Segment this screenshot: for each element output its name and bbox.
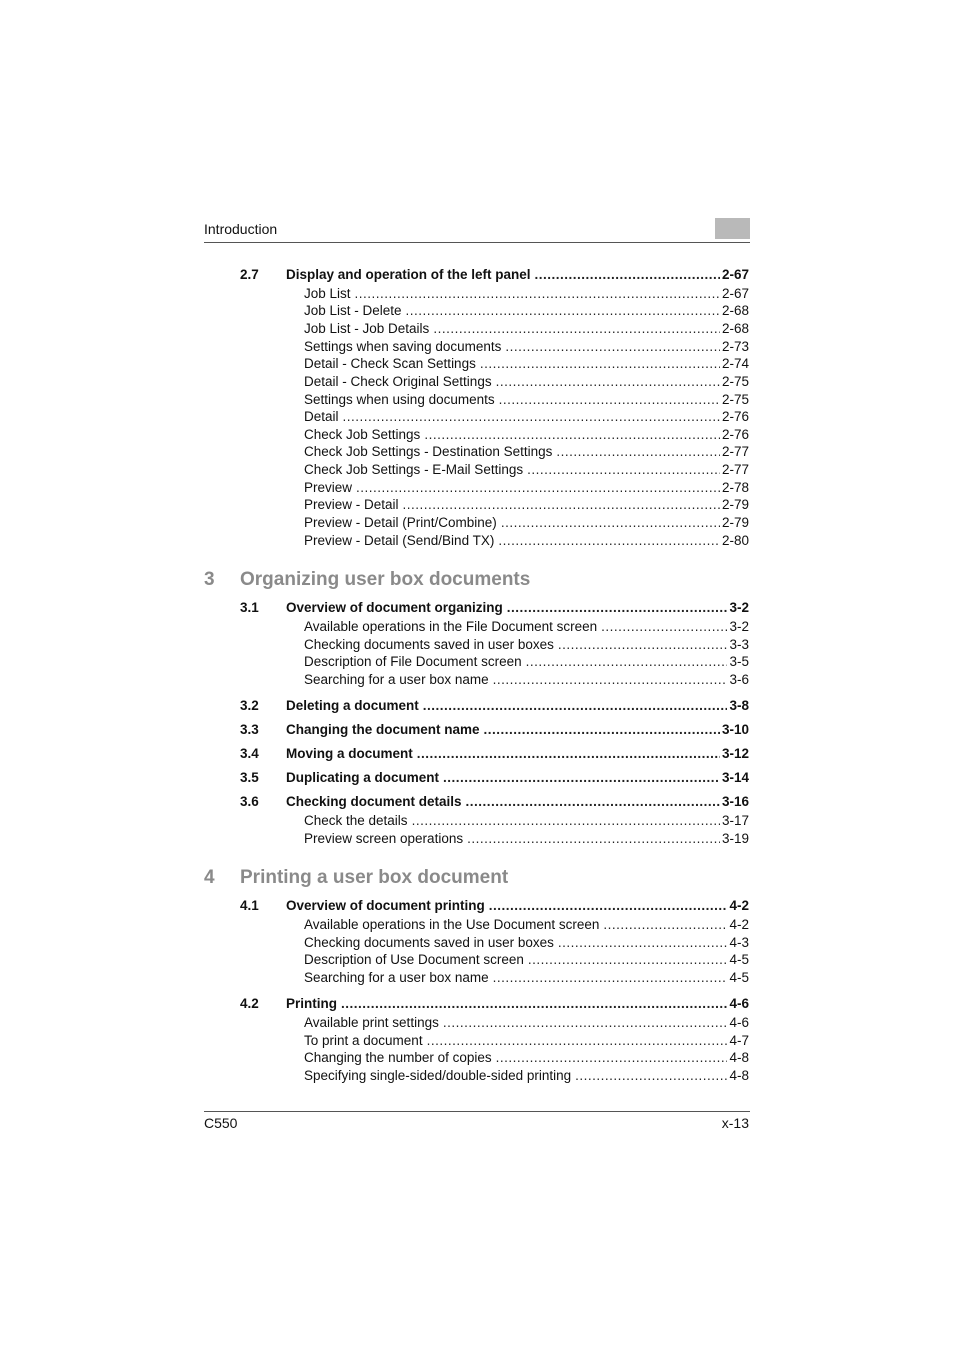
- toc-entry-page: 2-77: [721, 444, 749, 459]
- toc-entry-page: 3-2: [729, 600, 749, 615]
- toc-entry-title: Settings when saving documents: [304, 339, 502, 354]
- toc-entry-page: 4-2: [729, 898, 749, 913]
- toc-entry-title: Moving a document: [286, 746, 413, 761]
- toc-entry-title: Overview of document printing: [286, 898, 485, 913]
- section-number: 3.5: [240, 770, 259, 785]
- toc-entry-title: Description of Use Document screen: [304, 952, 524, 967]
- section-number: 2.7: [240, 267, 259, 282]
- toc-entry-page: 2-75: [721, 374, 749, 389]
- toc-entry-page: 2-75: [721, 392, 749, 407]
- toc-entry-page: 3-19: [721, 831, 749, 846]
- section-number: 3.3: [240, 722, 259, 737]
- dot-leader: [527, 461, 720, 478]
- dot-leader: [603, 916, 727, 933]
- toc-entry[interactable]: [304, 426, 749, 443]
- toc-entry-page: 2-74: [721, 356, 749, 371]
- toc-entry-page: 3-8: [729, 698, 749, 713]
- toc-entry[interactable]: [304, 338, 749, 355]
- toc-entry[interactable]: [304, 514, 749, 531]
- toc-section-entry[interactable]: [286, 745, 749, 762]
- toc-entry[interactable]: [304, 1032, 749, 1049]
- toc-entry-page: 2-76: [721, 427, 749, 442]
- toc-entry-title: Checking document details: [286, 794, 462, 809]
- toc-entry[interactable]: [304, 1014, 749, 1031]
- dot-leader: [343, 408, 720, 425]
- dot-leader: [493, 671, 728, 688]
- section-number: 4.2: [240, 996, 259, 1011]
- toc-entry[interactable]: [304, 532, 749, 549]
- toc-entry[interactable]: [304, 830, 749, 847]
- section-number: 4.1: [240, 898, 259, 913]
- dot-leader: [556, 443, 720, 460]
- toc-entry-page: 4-5: [729, 970, 749, 985]
- toc-entry-page: 2-68: [721, 303, 749, 318]
- dot-leader: [493, 969, 728, 986]
- toc-entry[interactable]: [304, 408, 749, 425]
- toc-entry[interactable]: [304, 461, 749, 478]
- toc-entry[interactable]: [304, 969, 749, 986]
- toc-entry[interactable]: [304, 812, 749, 829]
- toc-entry-page: 4-2: [729, 917, 749, 932]
- toc-entry-page: 3-10: [721, 722, 749, 737]
- running-header-title: Introduction: [204, 221, 278, 237]
- toc-entry[interactable]: [304, 443, 749, 460]
- toc-entry-page: 2-67: [721, 267, 749, 282]
- dot-leader: [498, 532, 720, 549]
- toc-entry-page: 2-76: [721, 409, 749, 424]
- toc-entry-title: Check Job Settings - Destination Settings: [304, 444, 553, 459]
- toc-entry-page: 4-8: [729, 1068, 749, 1083]
- dot-leader: [496, 373, 720, 390]
- dot-leader: [417, 745, 720, 762]
- toc-entry-title: Detail: [304, 409, 339, 424]
- toc-entry[interactable]: [304, 373, 749, 390]
- toc-entry-page: 4-6: [729, 996, 749, 1011]
- section-number: 3.4: [240, 746, 259, 761]
- toc-entry-page: 3-12: [721, 746, 749, 761]
- dot-leader: [507, 599, 728, 616]
- toc-entry-page: 2-79: [721, 497, 749, 512]
- chapter-number: 4: [204, 867, 215, 888]
- toc-entry-page: 3-16: [721, 794, 749, 809]
- toc-entry[interactable]: [304, 302, 749, 319]
- toc-entry[interactable]: [304, 496, 749, 513]
- dot-leader: [443, 1014, 728, 1031]
- dot-leader: [575, 1067, 727, 1084]
- chapter-title[interactable]: Printing a user box document: [240, 867, 509, 888]
- toc-entry[interactable]: [304, 285, 749, 302]
- toc-entry-page: 4-8: [729, 1050, 749, 1065]
- toc-entry[interactable]: [304, 916, 749, 933]
- toc-entry-title: To print a document: [304, 1033, 423, 1048]
- toc-entry-page: 2-80: [721, 533, 749, 548]
- dot-leader: [505, 338, 720, 355]
- dot-leader: [466, 793, 720, 810]
- dot-leader: [496, 1049, 728, 1066]
- chapter-number: 3: [204, 569, 215, 590]
- toc-entry-title: Preview screen operations: [304, 831, 464, 846]
- toc-entry-title: Available operations in the Use Document screen: [304, 917, 600, 932]
- toc-entry-page: 3-5: [729, 654, 749, 669]
- chapter-title[interactable]: Organizing user box documents: [240, 569, 531, 590]
- dot-leader: [484, 721, 720, 738]
- toc-entry[interactable]: [304, 320, 749, 337]
- toc-entry[interactable]: [304, 618, 749, 635]
- dot-leader: [427, 1032, 728, 1049]
- toc-entry[interactable]: [304, 671, 749, 688]
- dot-leader: [601, 618, 727, 635]
- dot-leader: [535, 266, 720, 283]
- toc-section-entry[interactable]: [286, 995, 749, 1012]
- dot-leader: [423, 697, 728, 714]
- dot-leader: [489, 897, 728, 914]
- dot-leader: [480, 355, 720, 372]
- footer-model: C550: [204, 1115, 238, 1131]
- toc-entry-page: 3-6: [729, 672, 749, 687]
- dot-leader: [424, 426, 720, 443]
- toc-entry-page: 2-78: [721, 480, 749, 495]
- toc-entry-page: 3-17: [721, 813, 749, 828]
- dot-leader: [528, 951, 728, 968]
- toc-entry-title: Changing the number of copies: [304, 1050, 492, 1065]
- toc-entry-title: Job List - Job Details: [304, 321, 430, 336]
- toc-entry-title: Job List: [304, 286, 351, 301]
- toc-section-entry[interactable]: [286, 697, 749, 714]
- toc-section-entry[interactable]: [286, 599, 749, 616]
- dot-leader: [356, 479, 720, 496]
- toc-entry-page: 3-2: [729, 619, 749, 634]
- dot-leader: [526, 653, 728, 670]
- toc-entry-title: Settings when using documents: [304, 392, 495, 407]
- toc-entry-title: Detail - Check Original Settings: [304, 374, 492, 389]
- dot-leader: [443, 769, 720, 786]
- toc-entry[interactable]: [304, 934, 749, 951]
- toc-entry-page: 4-5: [729, 952, 749, 967]
- toc-entry-title: Job List - Delete: [304, 303, 402, 318]
- toc-entry-title: Specifying single-sided/double-sided printing: [304, 1068, 572, 1083]
- toc-entry-title: Deleting a document: [286, 698, 419, 713]
- toc-entry-page: 2-68: [721, 321, 749, 336]
- toc-entry-title: Check Job Settings - E-Mail Settings: [304, 462, 524, 477]
- toc-entry-title: Display and operation of the left panel: [286, 267, 531, 282]
- toc-entry-page: 4-6: [729, 1015, 749, 1030]
- section-number: 3.6: [240, 794, 259, 809]
- toc-entry-page: 2-67: [721, 286, 749, 301]
- toc-entry[interactable]: [304, 479, 749, 496]
- toc-entry-page: 3-3: [729, 637, 749, 652]
- toc-entry[interactable]: [304, 355, 749, 372]
- footer-page-number: x-13: [721, 1115, 749, 1131]
- toc-entry[interactable]: [304, 1067, 749, 1084]
- toc-entry-title: Detail - Check Scan Settings: [304, 356, 476, 371]
- dot-leader: [467, 830, 720, 847]
- toc-entry-page: 3-14: [721, 770, 749, 785]
- toc-entry[interactable]: [304, 391, 749, 408]
- toc-entry[interactable]: [304, 951, 749, 968]
- toc-entry-title: Searching for a user box name: [304, 672, 489, 687]
- toc-entry-title: Checking documents saved in user boxes: [304, 935, 554, 950]
- toc-section-entry[interactable]: [286, 721, 749, 738]
- toc-entry-title: Description of File Document screen: [304, 654, 522, 669]
- toc-entry-title: Changing the document name: [286, 722, 480, 737]
- dot-leader: [558, 934, 728, 951]
- toc-section-entry[interactable]: [286, 793, 749, 810]
- toc-entry-title: Preview - Detail (Send/Bind TX): [304, 533, 495, 548]
- dot-leader: [501, 514, 720, 531]
- toc-entry-title: Available print settings: [304, 1015, 439, 1030]
- toc-entry[interactable]: [304, 636, 749, 653]
- dot-leader: [499, 391, 720, 408]
- toc-entry[interactable]: [304, 653, 749, 670]
- toc-section-entry[interactable]: [286, 769, 749, 786]
- toc-entry-title: Checking documents saved in user boxes: [304, 637, 554, 652]
- dot-leader: [433, 320, 720, 337]
- dot-leader: [403, 496, 720, 513]
- toc-entry-page: 4-7: [729, 1033, 749, 1048]
- section-number: 3.1: [240, 600, 259, 615]
- toc-section-entry[interactable]: [286, 897, 749, 914]
- toc-entry-page: 4-3: [729, 935, 749, 950]
- footer-divider: [204, 1111, 750, 1112]
- toc-entry-page: 2-79: [721, 515, 749, 530]
- toc-entry-page: 2-77: [721, 462, 749, 477]
- toc-entry[interactable]: [304, 1049, 749, 1066]
- toc-entry-title: Duplicating a document: [286, 770, 440, 785]
- toc-entry-title: Preview - Detail (Print/Combine): [304, 515, 497, 530]
- dot-leader: [341, 995, 727, 1012]
- toc-entry-title: Printing: [286, 996, 337, 1011]
- toc-section-entry[interactable]: [286, 266, 749, 283]
- toc-entry-title: Check Job Settings: [304, 427, 421, 442]
- toc-entry-title: Preview: [304, 480, 353, 495]
- dot-leader: [412, 812, 720, 829]
- dot-leader: [406, 302, 720, 319]
- toc-entry-title: Available operations in the File Document screen: [304, 619, 598, 634]
- dot-leader: [355, 285, 720, 302]
- toc-entry-title: Overview of document organizing: [286, 600, 503, 615]
- toc-entry-title: Preview - Detail: [304, 497, 399, 512]
- dot-leader: [558, 636, 728, 653]
- section-number: 3.2: [240, 698, 259, 713]
- toc-entry-title: Searching for a user box name: [304, 970, 489, 985]
- toc-entry-page: 2-73: [721, 339, 749, 354]
- toc-entry-title: Check the details: [304, 813, 408, 828]
